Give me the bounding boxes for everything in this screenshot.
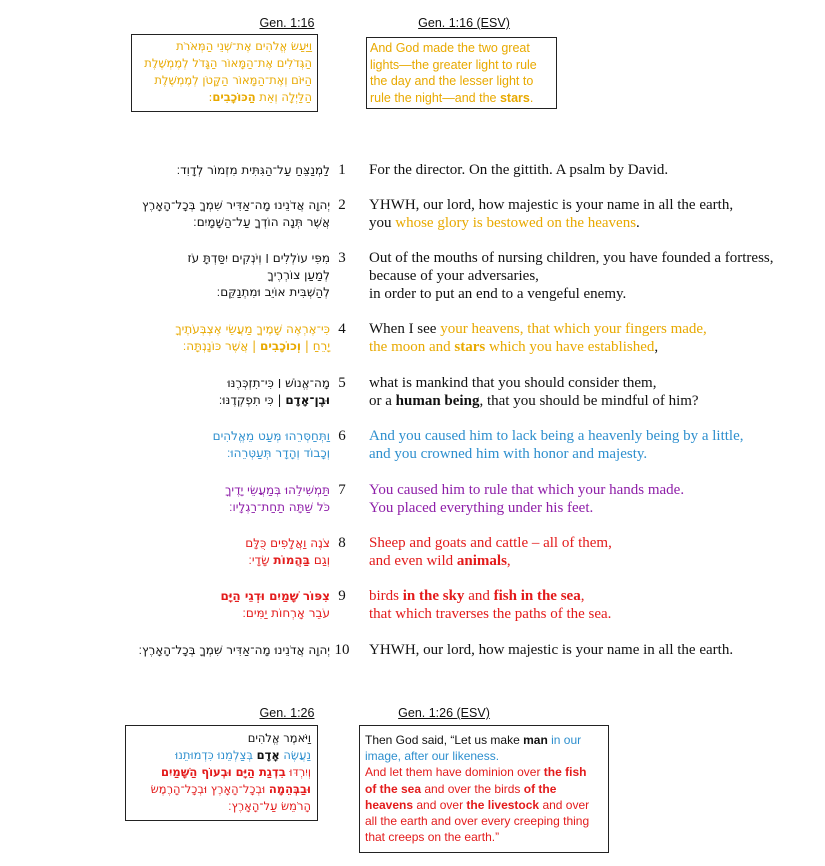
verse-english: what is mankind that you should consider them, or a human being, that you should be mindful of him? — [369, 375, 699, 409]
hebrew-line: הָרֹמֵשׂ עַל־הָאָרֶץ׃ — [228, 799, 311, 813]
esv-line: heavens and over the livestock and over — [365, 797, 590, 812]
verse-number: 7 — [338, 482, 346, 498]
verse-number: 9 — [338, 588, 346, 604]
esv-line: And God made the two great — [370, 41, 530, 55]
verse-number: 4 — [338, 321, 346, 337]
esv-line: the day and the lesser light to — [370, 74, 534, 88]
verse-english: Sheep and goats and cattle – all of them, and even wild animals, — [369, 535, 612, 569]
esv-line: image, after our likeness. — [365, 749, 500, 764]
verse-english: When I see your heavens, that which your fingers made, the moon and stars which you have established, — [369, 321, 707, 355]
verse-number: 1 — [338, 162, 346, 178]
gen-1-26-hebrew-box — [125, 725, 318, 821]
hebrew-line: וַיֹּאמֶר אֱלֹהִים — [247, 731, 311, 745]
esv-line: that creeps on the earth.” — [365, 830, 500, 845]
verse-hebrew: מִפִּי עוֹלְלִים ׀ וְיֹנְקִים יִסַּדְתָּ עֹז לְמַעַן צוֹרְרֶיךָ לְהַשְׁבִּית אוֹיֵב וּמִתְנַקֵּם׃ — [187, 251, 330, 299]
verse-hebrew: וַתְּחַסְּרֵהוּ מְּעַט מֵאֱלֹהִים וְכָבוֹד וְהָדָר תְּעַטְּרֵהוּ׃ — [212, 429, 330, 460]
esv-line: Then God said, “Let us make man in our — [365, 733, 582, 747]
verse-number: 3 — [338, 250, 346, 266]
verse-number: 5 — [338, 375, 346, 391]
verse-hebrew: כִּי־אֶרְאֶה שָׁמֶיךָ מַעֲשֵׂי אֶצְבְּעֹתֶיךָ יָרֵחַ | וְכוֹכָבִים | אֲשֶׁר כּוֹנָנְתָּה׃ — [175, 322, 330, 353]
verse-hebrew: צֹנֶה וַאֲלָפִים כֻּלָּם וְגַם בַּהֲמוֹת שָׂדָי׃ — [245, 536, 330, 567]
gen-1-16-esv-box — [366, 37, 557, 109]
verse-hebrew: צִפּוֹר שָׁמַיִם וּדְגֵי הַיָּם עֹבֵר אָרְחוֹת יַמִּים׃ — [220, 589, 330, 620]
verse-english: birds in the sky and fish in the sea, that which traverses the paths of the sea. — [369, 588, 612, 622]
verse-number: 2 — [338, 197, 346, 213]
esv-line: rule the night—and the stars. — [370, 90, 534, 105]
verse-hebrew: תַּמְשִׁילֵהוּ בְּמַעֲשֵׂי יָדֶיךָ כֹּל שַׁתָּה תַחַת־רַגְלָיו׃ — [224, 483, 330, 514]
gen-1-26-ref: Gen. 1:26 — [259, 706, 315, 720]
hebrew-line: וּבַבְּהֵמָה וּבְכָל־הָאָרֶץ וּבְכָל־הָרֶמֶשׂ — [150, 782, 311, 796]
hebrew-line: הַיּוֹם וְאֶת־הַמָּאוֹר הַקָּטֹן לְמֶמְשֶׁלֶת — [154, 73, 312, 87]
verse-english: You caused him to rule that which your hands made. You placed everything under his feet. — [369, 482, 685, 516]
verse-english: And you caused him to lack being a heavenly being by a little, and you crowned him with honor and majesty. — [369, 428, 744, 462]
verse-english: Out of the mouths of nursing children, you have founded a fortress, because of your adversaries, in order to put an end to a vengeful enemy. — [369, 250, 774, 302]
verse-number: 6 — [338, 428, 346, 444]
hebrew-line: הַלַּיְלָה וְאֵת הַכּוֹכָבִים: — [208, 90, 312, 104]
verse-number: 8 — [338, 535, 346, 551]
verse-hebrew: יְהוָה אֲדֹנֵינוּ מָה־אַדִּיר שִׁמְךָ בְּכָל־הָאָרֶץ אֲשֶׁר תְּנָה הוֹדְךָ עַל־הַשָּׁמָיִם׃ — [141, 198, 330, 229]
verse-hebrew: לַמְנַצֵּחַ עַל־הַגִּתִּית מִזְמוֹר לְדָוִד׃ — [176, 163, 330, 177]
esv-line: all the earth and over every creeping thing — [365, 814, 590, 829]
verse-english: YHWH, our lord, how majestic is your name in all the earth. — [369, 642, 734, 658]
verse-number: 10 — [334, 642, 350, 658]
verse-hebrew: יְהוָה אֲדֹנֵינוּ מָה־אַדִּיר שִׁמְךָ בְּכָל־הָאָרֶץ׃ — [138, 643, 330, 657]
gen-1-26-esv-ref: Gen. 1:26 (ESV) — [398, 706, 490, 720]
hebrew-line: נַעֲשֶׂה אָדָם בְּצַלְמֵנוּ כִּדְמוּתֵנוּ — [175, 748, 311, 762]
hebrew-line: הַגְּדֹלִים אֶת־הַמָּאוֹר הַגָּדֹל לְמֶמְשֶׁלֶת — [144, 56, 312, 70]
verse-english: YHWH, our lord, how majestic is your name in all the earth, you whose glory is bestowed on the heavens. — [369, 197, 734, 231]
esv-line: of the sea and over the birds of the — [365, 781, 557, 796]
esv-line: lights—the greater light to rule — [370, 57, 537, 72]
gen-1-16-hebrew-box — [131, 34, 318, 112]
gen-1-16-ref: Gen. 1:16 — [259, 16, 315, 30]
hebrew-line: וַיַּעַשׂ אֱלֹהִים אֶת־שְׁנֵי הַמְּאֹרֹת — [176, 39, 312, 53]
verse-hebrew: מָה־אֱנוֹשׁ ׀ כִּי־תִזְכְּרֶנּוּ וּבֶן־אָדָם | כִּי תִפְקְדֶנּוּ׃ — [218, 376, 330, 407]
esv-line: And let them have dominion over the fish — [365, 765, 587, 780]
gen-1-16-esv-ref: Gen. 1:16 (ESV) — [418, 16, 510, 30]
verse-english: For the director. On the gittith. A psalm by David. — [369, 162, 669, 178]
hebrew-line: וְיִרְדּוּ בִדְגַת הַיָּם וּבְעוֹף הַשָּׁמַיִם — [160, 765, 311, 779]
gen-1-26-esv-box — [359, 725, 609, 853]
